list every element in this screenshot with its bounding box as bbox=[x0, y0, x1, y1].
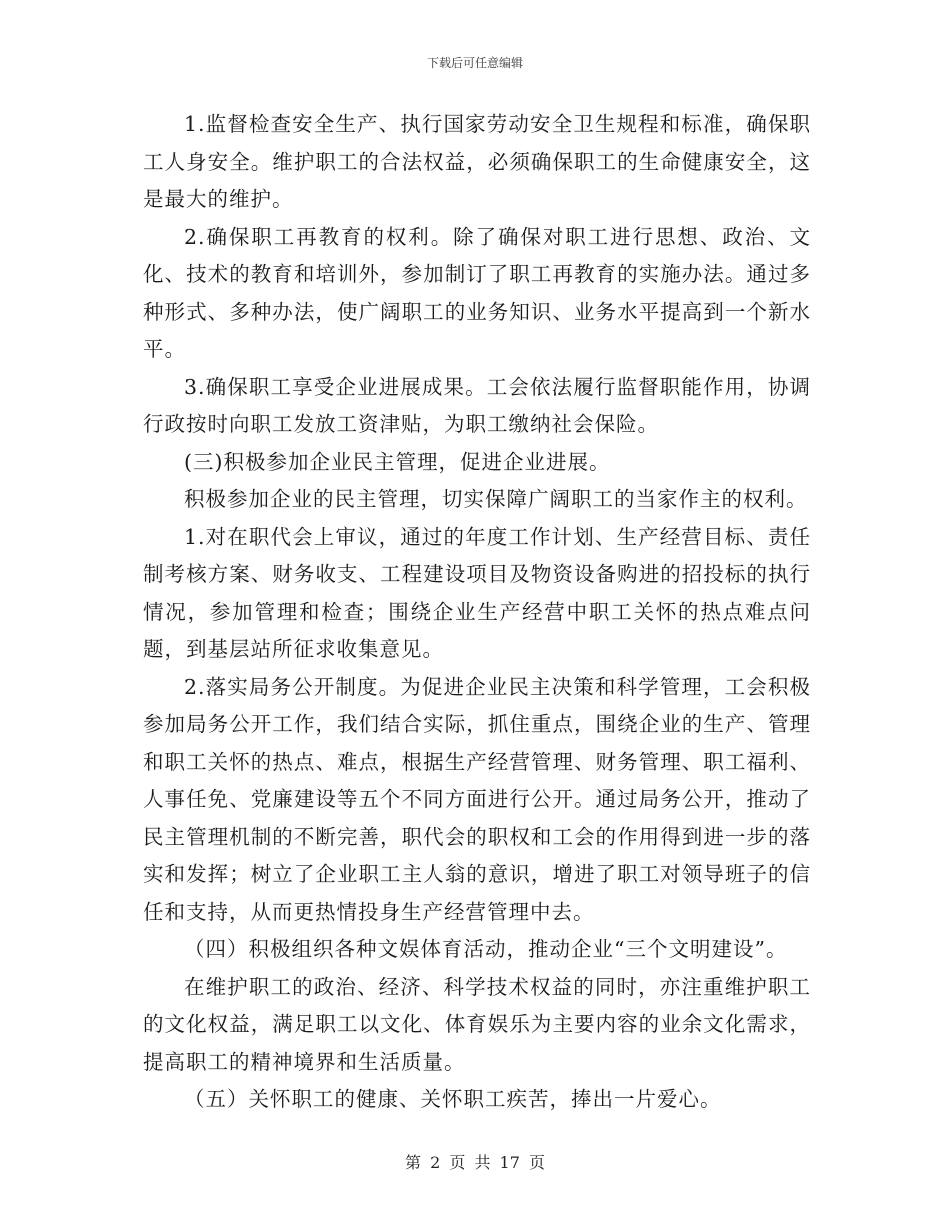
paragraph-share-achievements: 3.确保职工享受企业进展成果。工会依法履行监督职能作用，协调行政按时向职工发放工资津贴，为职工缴纳社会保险。 bbox=[143, 374, 811, 436]
section-heading-democratic-management: (三)积极参加企业民主管理，促进企业进展。 bbox=[184, 449, 611, 474]
paragraph-safety-supervision: 1.监督检查安全生产、执行国家劳动安全卫生规程和标准，确保职工人身安全。维护职工的合法权益，必须确保职工的生命健康安全，这是最大的维护。 bbox=[143, 112, 811, 211]
paragraph-democratic-management-intro: 积极参加企业的民主管理，切实保障广阔职工的当家作主的权利。 bbox=[184, 487, 808, 511]
paragraph-reeducation-rights: 2.确保职工再教育的权利。除了确保对职工进行思想、政治、文化、技术的教育和培训外，参加制订了职工再教育的实施办法。通过多种形式、多种办法，使广阔职工的业务知识、业务水平提高到一个新水平。 bbox=[143, 224, 811, 361]
document-body bbox=[143, 106, 811, 1119]
page-header-note: 下载后可任意编辑 bbox=[426, 56, 523, 70]
paragraph-cultural-rights: 在维护职工的政治、经济、科学技术权益的同时，亦注重维护职工的文化权益，满足职工以文化、体育娱乐为主要内容的业余文化需求，提高职工的精神境界和生活质量。 bbox=[143, 974, 811, 1074]
section-heading-employee-care: （五）关怀职工的健康、关怀职工疾苦，捧出一片爱心。 bbox=[184, 1087, 722, 1111]
paragraph-congress-review: 1.对在职代会上审议，通过的年度工作计划、生产经营目标、责任制考核方案、财务收支、工程建设项目及物资设备购进的招投标的执行情况，参加管理和检查；围绕企业生产经营中职工关怀的热点难点问题，到基层站所征求收集意见。 bbox=[143, 524, 811, 661]
paragraph-affairs-disclosure: 2.落实局务公开制度。为促进企业民主决策和科学管理，工会积极参加局务公开工作，我们结合实际，抓住重点，围绕企业的生产、管理和职工关怀的热点、难点，根据生产经营管理、财务管理、职工福利、人事任免、党廉建设等五个不同方面进行公开。通过局务公开，推动了民主管理机制的不断完善，职代会的职权和工会的作用得到进一步的落实和发挥；树立了企业职工主人翁的意识，增进了职工对领导班子的信任和支持，从而更热情投身生产经营管理中去。 bbox=[143, 674, 811, 924]
section-heading-cultural-activities: （四）积极组织各种文娱体育活动，推动企业“三个文明建设”。 bbox=[184, 937, 788, 961]
page-number-footer: 第 2 页 共 17 页 bbox=[405, 1153, 545, 1172]
